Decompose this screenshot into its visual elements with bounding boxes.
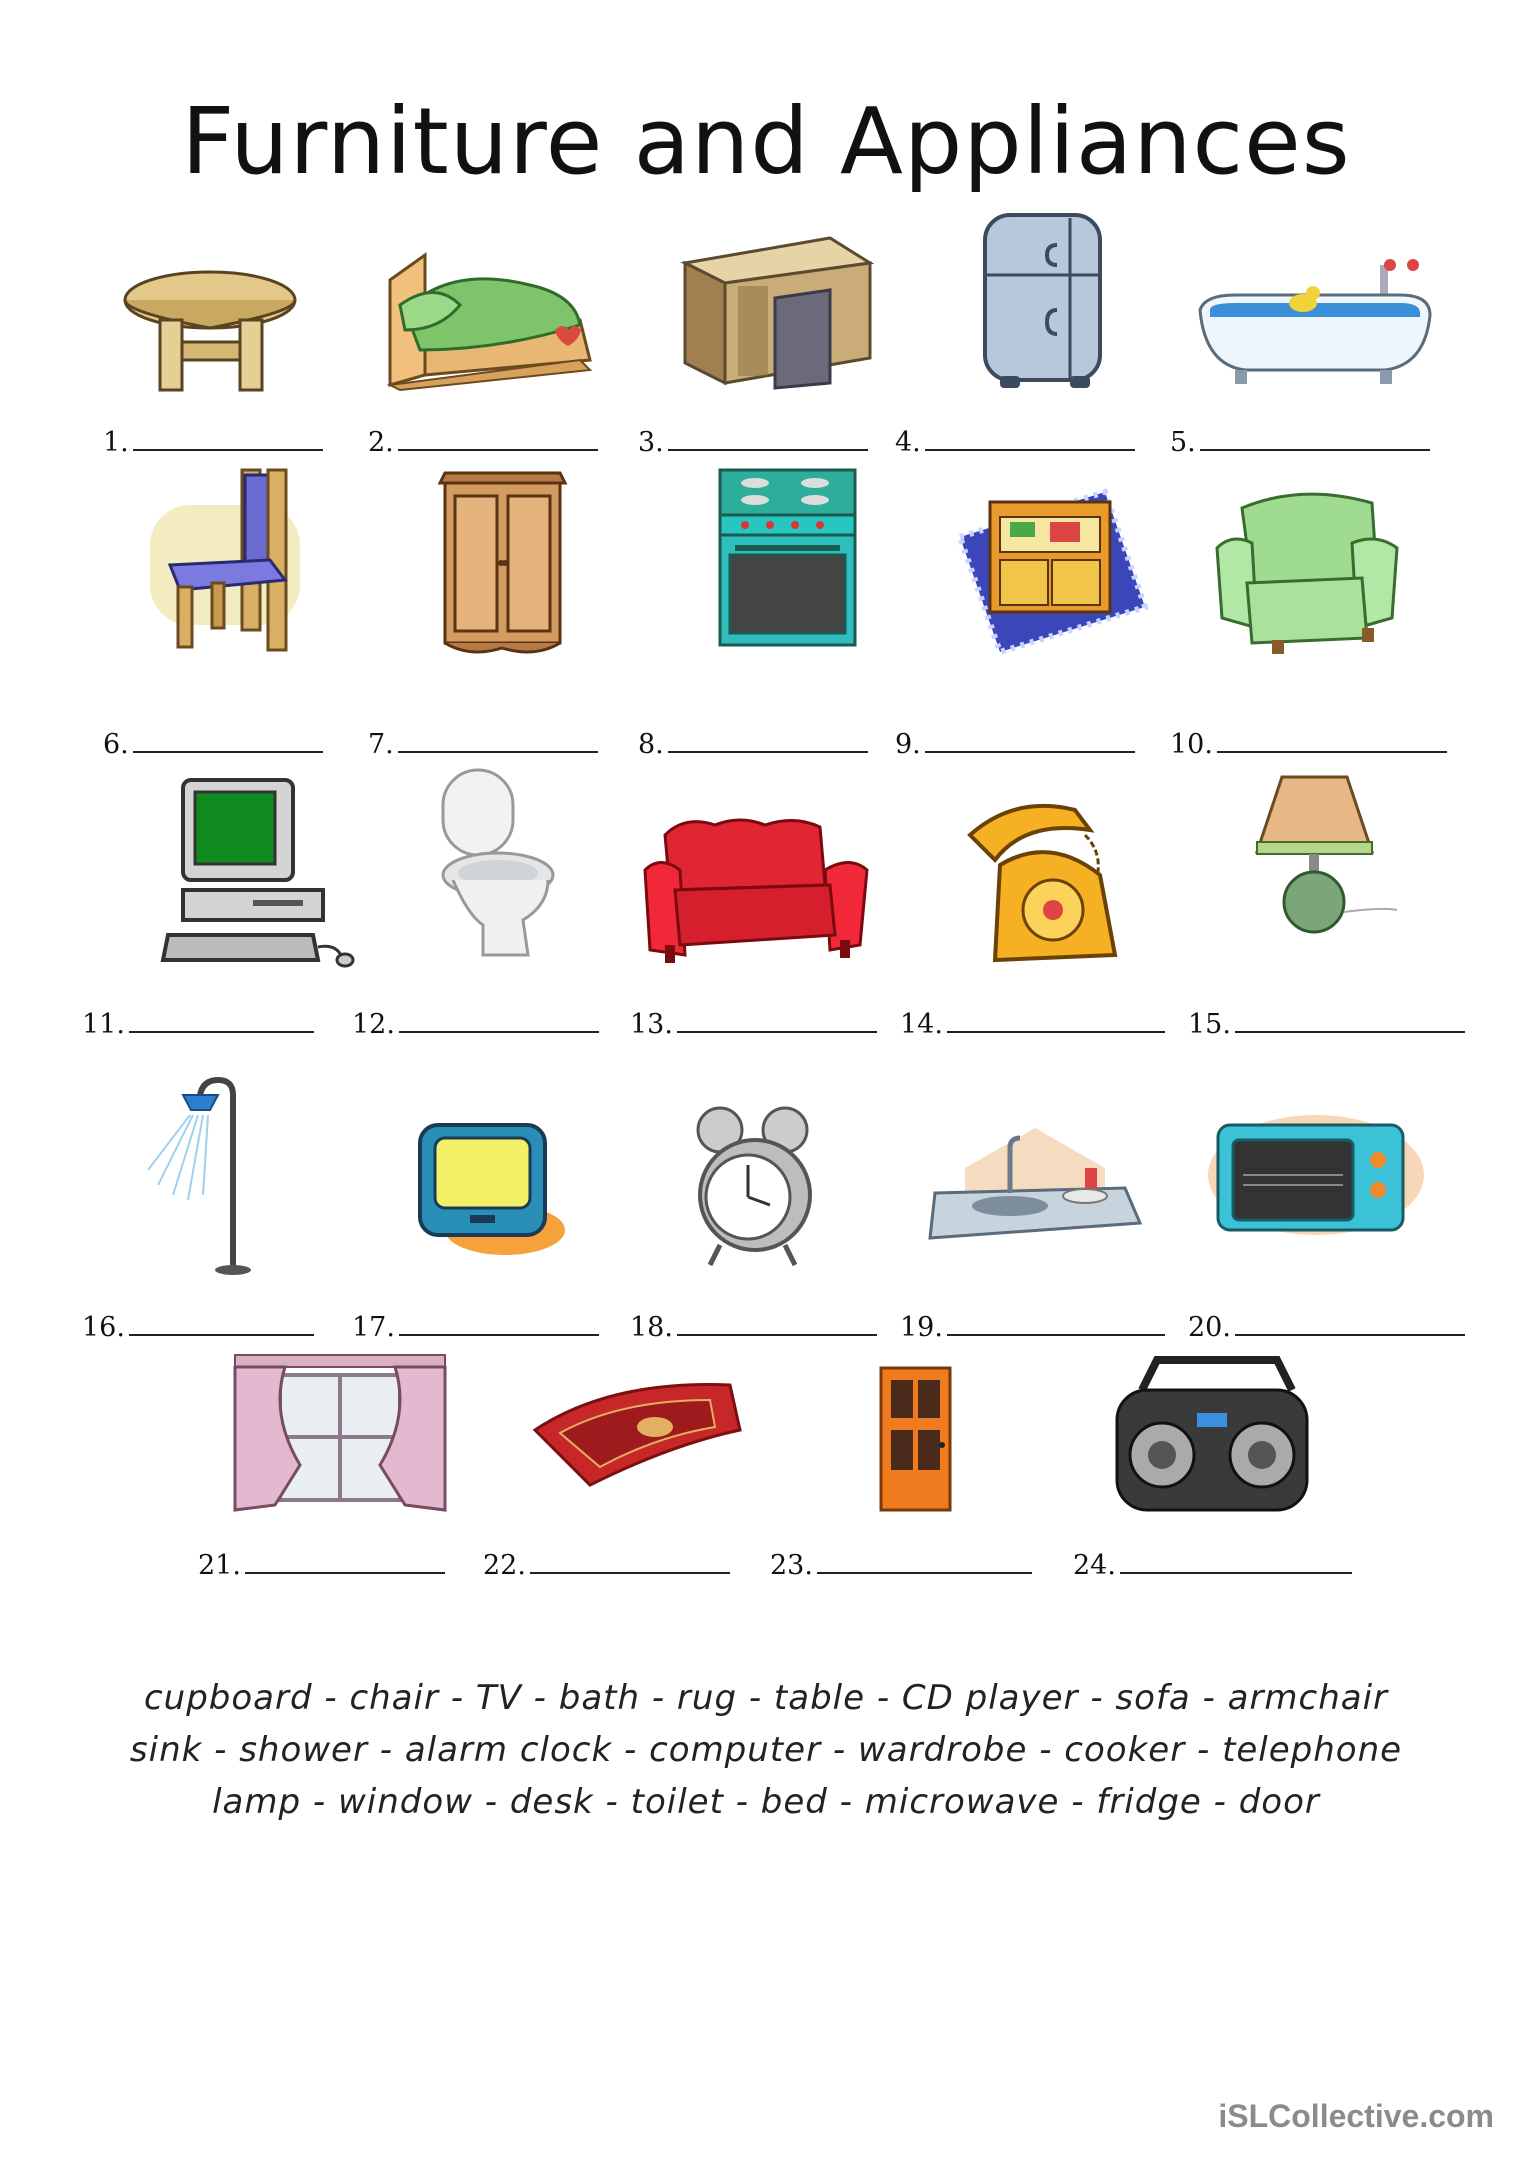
fridge-icon bbox=[975, 210, 1110, 390]
answer-blank-22[interactable] bbox=[530, 1548, 730, 1574]
item-number-19: 19. bbox=[900, 1312, 943, 1343]
bath-icon bbox=[1195, 255, 1435, 390]
shower-icon bbox=[148, 1075, 258, 1275]
answer-blank-12[interactable] bbox=[399, 1007, 599, 1033]
cd-player-icon bbox=[1112, 1355, 1312, 1520]
answer-blank-13[interactable] bbox=[677, 1007, 877, 1033]
armchair-icon bbox=[1212, 488, 1402, 656]
item-number-15: 15. bbox=[1188, 1009, 1231, 1040]
answer-blank-10[interactable] bbox=[1217, 727, 1447, 753]
item-number-22: 22. bbox=[483, 1550, 526, 1581]
item-number-18: 18. bbox=[630, 1312, 673, 1343]
window-icon bbox=[235, 1355, 445, 1515]
wardrobe-icon bbox=[435, 468, 570, 658]
item-number-20: 20. bbox=[1188, 1312, 1231, 1343]
desk-icon bbox=[680, 238, 875, 388]
bed-icon bbox=[380, 250, 595, 390]
word-bank-line-2: sink - shower - alarm clock - computer - wardrobe - cooker - telephone bbox=[129, 1730, 1403, 1770]
answer-blank-2[interactable] bbox=[398, 425, 598, 451]
brand-watermark: iSLCollective.com bbox=[1218, 2098, 1494, 2134]
sink-icon bbox=[925, 1108, 1150, 1258]
answer-blank-8[interactable] bbox=[668, 727, 868, 753]
answer-blank-21[interactable] bbox=[245, 1548, 445, 1574]
item-number-8: 8. bbox=[638, 729, 664, 760]
answer-blank-7[interactable] bbox=[398, 727, 598, 753]
chair-icon bbox=[150, 465, 300, 655]
item-number-21: 21. bbox=[198, 1550, 241, 1581]
lamp-icon bbox=[1252, 772, 1402, 947]
item-number-16: 16. bbox=[82, 1312, 125, 1343]
tv-icon bbox=[415, 1120, 565, 1255]
sofa-icon bbox=[645, 815, 870, 970]
answer-blank-20[interactable] bbox=[1235, 1310, 1465, 1336]
answer-blank-6[interactable] bbox=[133, 727, 323, 753]
item-number-11: 11. bbox=[82, 1009, 125, 1040]
toilet-icon bbox=[428, 765, 558, 960]
answer-blank-18[interactable] bbox=[677, 1310, 877, 1336]
rug-icon bbox=[530, 1375, 745, 1490]
answer-blank-24[interactable] bbox=[1120, 1548, 1352, 1574]
answer-blank-3[interactable] bbox=[668, 425, 868, 451]
item-number-2: 2. bbox=[368, 427, 394, 458]
answer-blank-11[interactable] bbox=[129, 1007, 314, 1033]
item-number-13: 13. bbox=[630, 1009, 673, 1040]
item-number-9: 9. bbox=[895, 729, 921, 760]
word-bank-line-1: cupboard - chair - TV - bath - rug - table - CD player - sofa - armchair bbox=[143, 1678, 1389, 1718]
answer-blank-17[interactable] bbox=[399, 1310, 599, 1336]
item-number-12: 12. bbox=[352, 1009, 395, 1040]
item-number-3: 3. bbox=[638, 427, 664, 458]
door-icon bbox=[878, 1365, 953, 1513]
item-number-14: 14. bbox=[900, 1009, 943, 1040]
answer-blank-4[interactable] bbox=[925, 425, 1135, 451]
item-number-6: 6. bbox=[103, 729, 129, 760]
item-number-5: 5. bbox=[1170, 427, 1196, 458]
item-number-4: 4. bbox=[895, 427, 921, 458]
answer-blank-14[interactable] bbox=[947, 1007, 1165, 1033]
telephone-icon bbox=[955, 795, 1145, 970]
table-icon bbox=[120, 250, 300, 400]
item-number-1: 1. bbox=[103, 427, 129, 458]
answer-blank-5[interactable] bbox=[1200, 425, 1430, 451]
answer-blank-23[interactable] bbox=[817, 1548, 1032, 1574]
item-number-7: 7. bbox=[368, 729, 394, 760]
answer-blank-19[interactable] bbox=[947, 1310, 1165, 1336]
word-bank-line-3: lamp - window - desk - toilet - bed - microwave - fridge - door bbox=[212, 1782, 1320, 1822]
item-number-17: 17. bbox=[352, 1312, 395, 1343]
answer-blank-15[interactable] bbox=[1235, 1007, 1465, 1033]
alarm-clock-icon bbox=[690, 1105, 820, 1270]
microwave-icon bbox=[1208, 1105, 1423, 1250]
computer-icon bbox=[163, 775, 353, 970]
answer-blank-9[interactable] bbox=[925, 727, 1135, 753]
item-number-23: 23. bbox=[770, 1550, 813, 1581]
page-title: Furniture and Appliances bbox=[181, 88, 1351, 195]
answer-blank-1[interactable] bbox=[133, 425, 323, 451]
item-number-24: 24. bbox=[1073, 1550, 1116, 1581]
cupboard-icon bbox=[955, 482, 1150, 657]
item-number-10: 10. bbox=[1170, 729, 1213, 760]
answer-blank-16[interactable] bbox=[129, 1310, 314, 1336]
cooker-icon bbox=[715, 465, 860, 650]
